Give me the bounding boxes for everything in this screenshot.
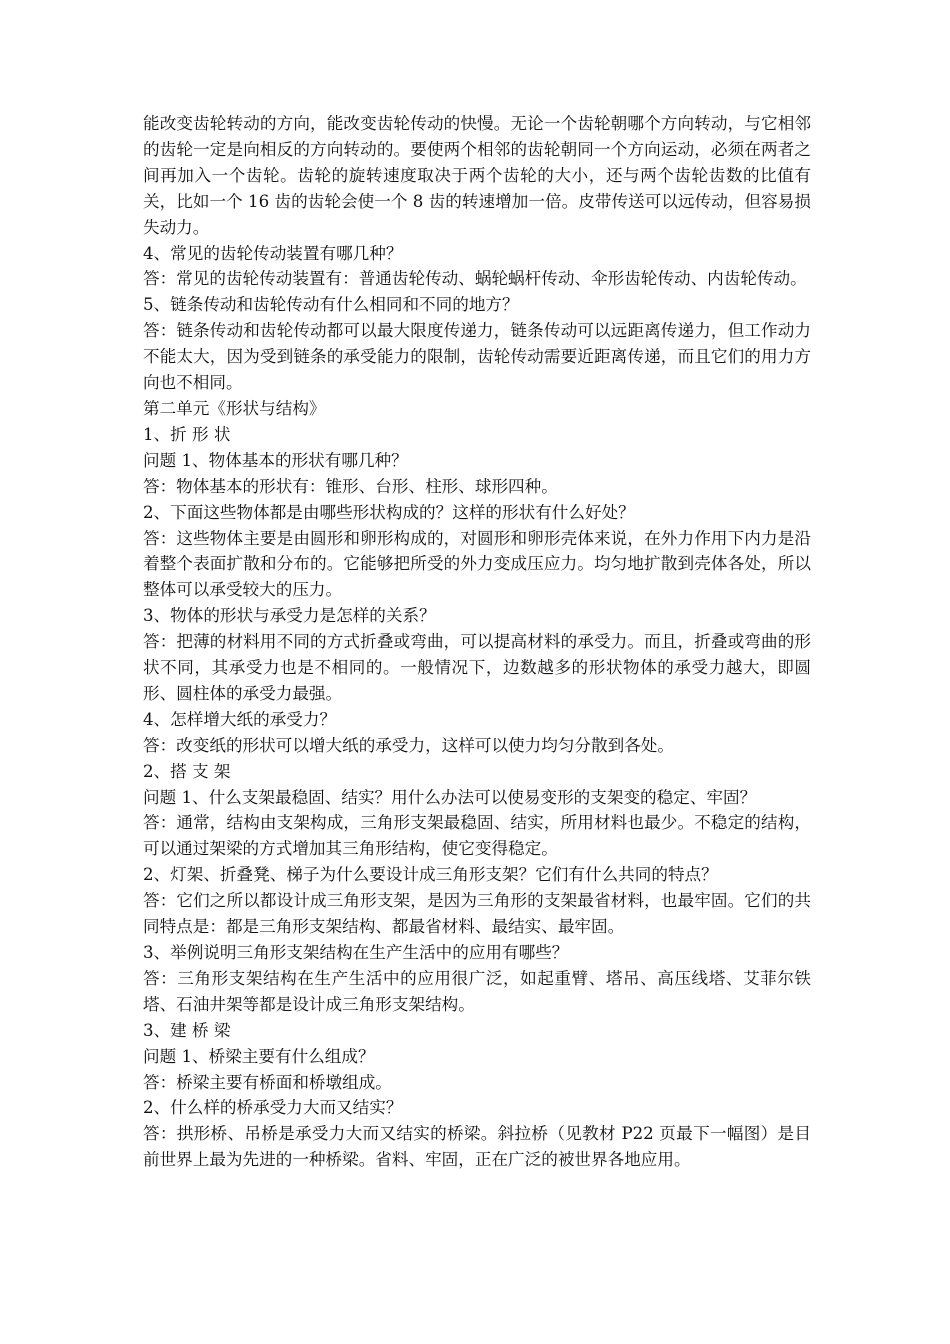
answer-basic-shapes: 答：物体基本的形状有：锥形、台形、柱形、球形四种。 <box>143 476 558 496</box>
paragraph-gear-intro: 能改变齿轮转动的方向，能改变齿轮传动的快慢。无论一个齿轮朝哪个方向转动，与它相邻的齿轮一定是向相反的方向转动的。要使两个相邻的齿轮朝同一个方向运动，必须在两者之间再加入一个齿轮。齿轮的旋转速度取决于两个齿轮的大小，还与两个齿轮齿数的比值有关，比如一个 16 齿的齿轮会使一个 8 齿的转速增加一倍。皮带传送可以远传动，但容易损失动力。 <box>143 114 811 237</box>
answer-chain-vs-gear: 答：链条传动和齿轮传动都可以最大限度传递力，链条传动可以远距离传递力，但工作动力不能太大，因为受到链条的承受能力的限制，齿轮传动需要近距离传递，而且它们的用力方向也不相同。 <box>143 321 811 393</box>
answer-object-shapes: 答：这些物体主要是由圆形和卵形构成的，对圆形和卵形壳体来说，在外力作用下内力是沿着整个表面扩散和分布的。它能够把所受的外力变成压应力。均匀地扩散到壳体各处，所以整体可以承受较大的压力。 <box>143 528 811 600</box>
question-object-shapes: 2、下面这些物体都是由哪些形状构成的？这样的形状有什么好处？ <box>143 502 635 522</box>
question-stable-frame: 问题 1、什么支架最稳固、结实？用什么办法可以使易变形的支架变的稳定、牢固？ <box>143 787 757 807</box>
question-paper-strength: 4、怎样增大纸的承受力？ <box>143 709 337 729</box>
question-chain-vs-gear: 5、链条传动和齿轮传动有什么相同和不同的地方？ <box>143 295 519 315</box>
question-gear-devices: 4、常见的齿轮传动装置有哪几种？ <box>143 243 403 263</box>
question-basic-shapes: 问题 1、物体基本的形状有哪几种？ <box>143 450 408 470</box>
question-triangle-examples: 3、举例说明三角形支架结构在生产生活中的应用有哪些？ <box>143 943 569 962</box>
answer-strong-bridge: 答：拱形桥、吊桥是承受力大而又结实的桥梁。斜拉桥（见教材 P22 页最下一幅图）是目前世界上最为先进的一种桥梁。省料、牢固，正在广泛的被世界各地应用。 <box>143 1124 811 1170</box>
question-triangle-design: 2、灯架、折叠凳、梯子为什么要设计成三角形支架？它们有什么共同的特点？ <box>143 865 718 885</box>
answer-gear-devices: 答：常见的齿轮传动装置有：普通齿轮传动、蜗轮蜗杆传动、伞形齿轮传动、内齿轮传动。 <box>143 269 807 289</box>
answer-triangle-design: 答：它们之所以都设计成三角形支架，是因为三角形的支架最省材料，也最牢固。它们的共同特点是：都是三角形支架结构、都最省材料、最结实、最牢固。 <box>143 891 811 937</box>
answer-shape-strength: 答：把薄的材料用不同的方式折叠或弯曲，可以提高材料的承受力。而且，折叠或弯曲的形状不同，其承受力也是不相同的。一般情况下，边数越多的形状物体的承受力越大，即圆形、圆柱体的承受力最强。 <box>143 632 811 703</box>
section-heading-build-frames: 2、搭 支 架 <box>143 761 231 781</box>
question-strong-bridge: 2、什么样的桥承受力大而又结实？ <box>143 1098 403 1118</box>
answer-paper-strength: 答：改变纸的形状可以增大纸的承受力，这样可以使力均匀分散到各处。 <box>143 735 674 755</box>
answer-stable-frame: 答：通常，结构由支架构成，三角形支架最稳固、结实，所用材料也最少。不稳定的结构，可以通过架梁的方式增加其三角形结构，使它变得稳定。 <box>143 813 811 859</box>
document-page <box>143 111 811 1173</box>
section-heading-build-bridges: 3、建 桥 梁 <box>143 1020 231 1040</box>
answer-bridge-parts: 答：桥梁主要有桥面和桥墩组成。 <box>143 1072 392 1092</box>
section-heading-fold-shapes: 1、折 形 状 <box>143 424 231 444</box>
answer-triangle-examples: 答：三角形支架结构在生产生活中的应用很广泛，如起重臂、塔吊、高压线塔、艾菲尔铁塔、石油井架等都是设计成三角形支架结构。 <box>143 968 811 1014</box>
question-bridge-parts: 问题 1、桥梁主要有什么组成？ <box>143 1046 375 1066</box>
unit-heading: 第二单元《形状与结构》 <box>143 398 326 418</box>
question-shape-strength: 3、物体的形状与承受力是怎样的关系？ <box>143 606 436 626</box>
